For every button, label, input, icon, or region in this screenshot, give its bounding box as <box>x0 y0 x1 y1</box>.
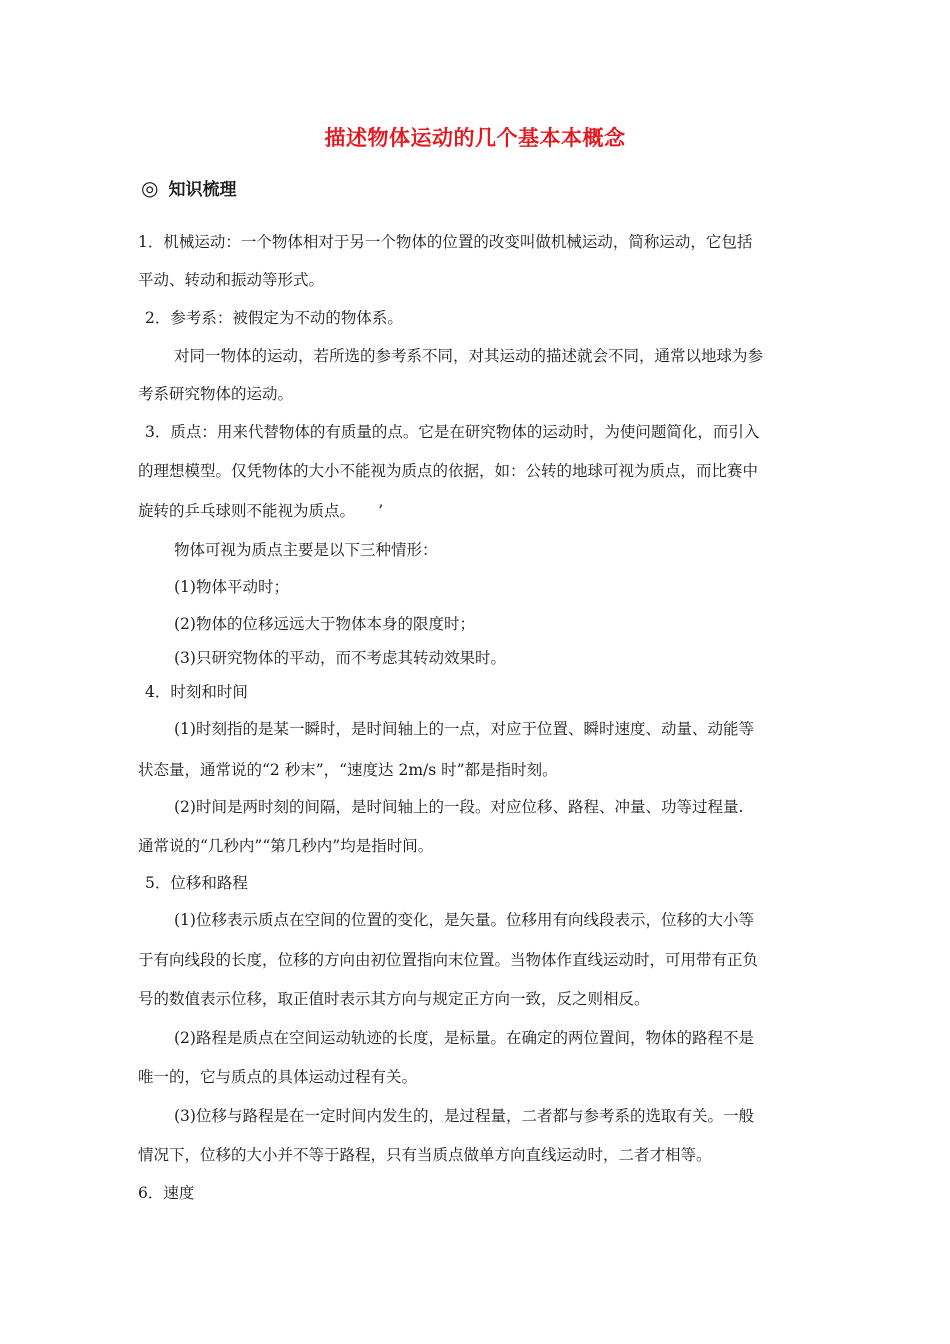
paragraph-line: (2)路程是质点在空间运动轨迹的长度，是标量。在确定的两位置间，物体的路程不是 <box>174 1029 754 1047</box>
paragraph-line: 考系研究物体的运动。 <box>138 385 294 403</box>
paragraph-line: (3)只研究物体的平动，而不考虑其转动效果时。 <box>174 649 506 667</box>
paragraph-line: 于有向线段的长度，位移的方向由初位置指向末位置。当物体作直线运动时，可用带有正负 <box>138 951 759 969</box>
section-title: 知识梳理 <box>168 180 237 200</box>
paragraph-line: 情况下，位移的大小并不等于路程，只有当质点做单方向直线运动时，二者才相等。 <box>138 1146 712 1164</box>
paragraph-line: 旋转的乒乓球则不能视为质点。 ’ <box>138 502 384 520</box>
paragraph-line: 状态量，通常说的“2 秒末”，“速度达 2m/s 时”都是指时刻。 <box>138 761 558 779</box>
paragraph-line: 2．参考系：被假定为不动的物体系。 <box>145 309 403 327</box>
paragraph-line: 物体可视为质点主要是以下三种情形： <box>174 541 438 559</box>
document-title: 描述物体运动的几个基本本概念 <box>324 126 626 150</box>
paragraph-line: 平动、转动和振动等形式。 <box>138 271 325 289</box>
paragraph-line: (1)物体平动时； <box>174 578 289 596</box>
paragraph-line: (3)位移与路程是在一定时间内发生的，是过程量，二者都与参考系的选取有关。一般 <box>174 1107 754 1125</box>
paragraph-line: 号的数值表示位移，取正值时表示其方向与规定正方向一致，反之则相反。 <box>138 990 650 1008</box>
paragraph-line: 通常说的“几秒内”“第几秒内”均是指时间。 <box>138 837 434 855</box>
paragraph-line: 4．时刻和时间 <box>145 683 248 701</box>
paragraph-line: (2)物体的位移远远大于物体本身的限度时； <box>174 615 475 633</box>
paragraph-line: 3．质点：用来代替物体的有质量的点。它是在研究物体的运动时，为使问题简化，而引入 <box>145 423 760 441</box>
paragraph-line: 对同一物体的运动，若所选的参考系不同，对其运动的描述就会不同，通常以地球为参 <box>174 347 764 365</box>
paragraph-line: 的理想模型。仅凭物体的大小不能视为质点的依据，如：公转的地球可视为质点，而比赛中 <box>138 462 759 480</box>
paragraph-line: 唯一的，它与质点的具体运动过程有关。 <box>138 1068 418 1086</box>
paragraph-line: 1．机械运动：一个物体相对于另一个物体的位置的改变叫做机械运动，简称运动，它包括 <box>138 233 753 251</box>
double-circle-icon: ◎ <box>141 175 159 200</box>
section-heading <box>141 175 236 200</box>
paragraph-line: (1)位移表示质点在空间的位置的变化，是矢量。位移用有向线段表示，位移的大小等 <box>174 911 754 929</box>
paragraph-line: (1)时刻指的是某一瞬时，是时间轴上的一点，对应于位置、瞬时速度、动量、动能等 <box>174 720 754 738</box>
paragraph-line: 5．位移和路程 <box>145 874 248 892</box>
paragraph-line: 6．速度 <box>138 1184 195 1202</box>
paragraph-line: (2)时间是两时刻的间隔，是时间轴上的一段。对应位移、路程、冲量、功等过程量. <box>174 798 744 816</box>
